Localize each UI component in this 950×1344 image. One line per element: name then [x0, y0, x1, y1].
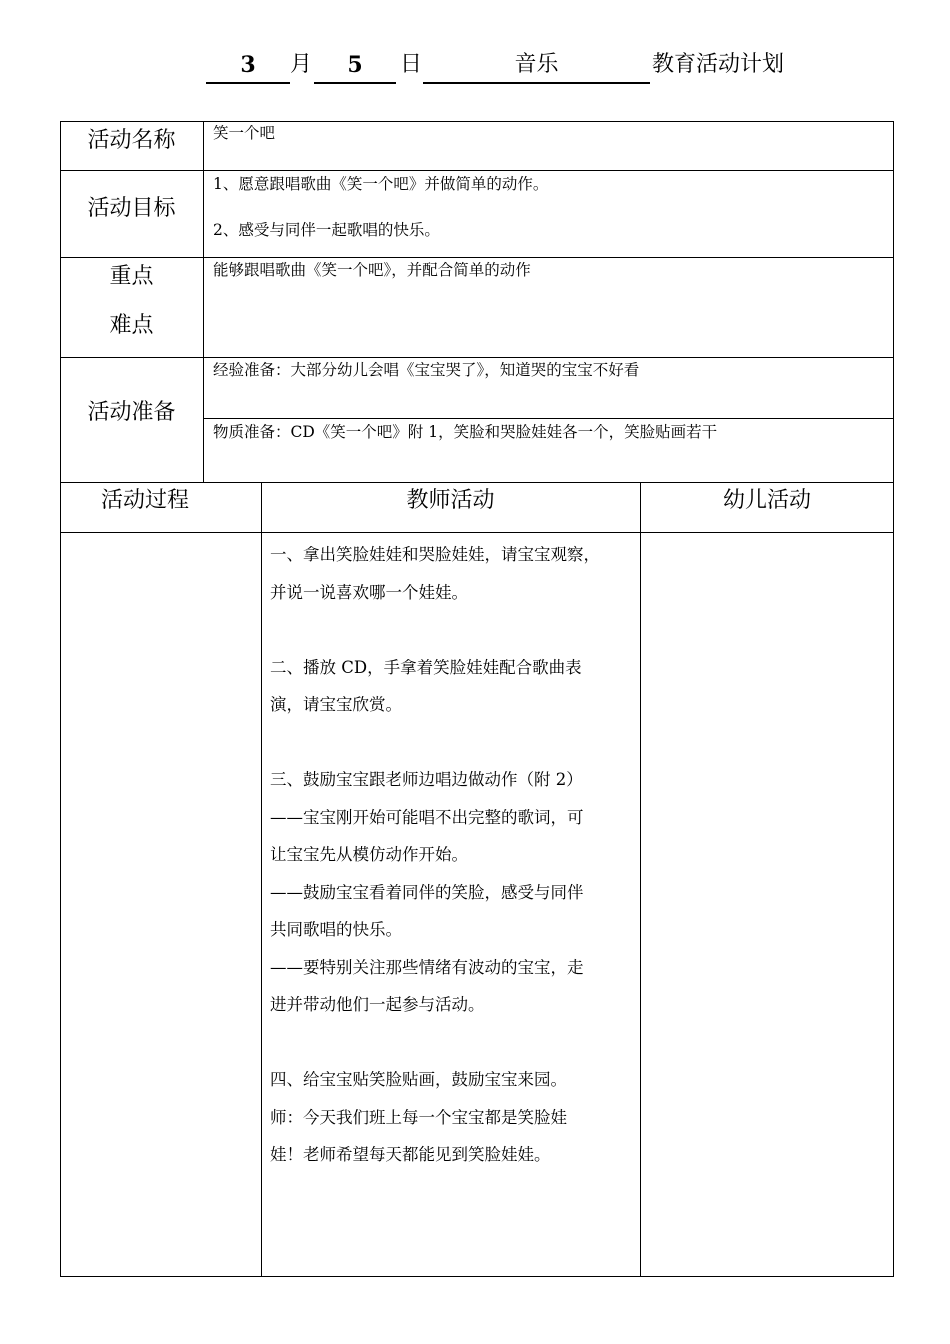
step-line: 娃！老师希望每天都能见到笑脸娃娃。 — [270, 1145, 551, 1164]
key-points-value: 能够跟唱歌曲《笑一个吧》，并配合简单的动作 — [213, 261, 531, 279]
prep-experience: 经验准备：大部分幼儿会唱《宝宝哭了》，知道哭的宝宝不好看 — [213, 361, 640, 379]
row-divider — [60, 357, 894, 358]
day-label: 日 — [400, 52, 423, 77]
goals-label: 活动目标 — [87, 196, 176, 221]
step-line: 并说一说喜欢哪一个娃娃。 — [270, 582, 468, 602]
step-line: 三、鼓励宝宝跟老师边唱边做动作（附 2） — [270, 770, 583, 789]
paragraph-gap — [270, 724, 638, 762]
plan-title-suffix: 教育活动计划 — [652, 52, 785, 77]
month-label: 月 — [290, 52, 313, 77]
step-line: 共同歌唱的快乐。 — [270, 920, 402, 939]
prep-material: 物质准备：CD《笑一个吧》附 1，笑脸和哭脸娃娃各一个，笑脸贴画若干 — [213, 423, 718, 441]
step-line: 师：今天我们班上每一个宝宝都是笑脸娃 — [270, 1107, 567, 1127]
prep-inner-divider — [203, 418, 894, 419]
day-value: 5 — [314, 48, 396, 84]
label-column-divider — [203, 121, 204, 483]
plan-header — [0, 48, 950, 88]
teacher-activity-label: 教师活动 — [406, 488, 495, 513]
step-line: ——宝宝刚开始可能唱不出完整的歌词，可 — [270, 807, 584, 827]
key-points-label: 重点 — [109, 264, 154, 289]
activity-name-label: 活动名称 — [87, 128, 176, 153]
lower-header-divider — [60, 532, 894, 533]
row-divider — [60, 257, 894, 258]
goal-item: 1、愿意跟唱歌曲《笑一个吧》并做简单的动作。 — [213, 175, 549, 193]
paragraph-gap — [270, 611, 638, 649]
child-activity-label: 幼儿活动 — [722, 488, 811, 513]
subject-value: 音乐 — [423, 48, 650, 84]
process-column-divider — [261, 482, 262, 1277]
row-divider — [60, 170, 894, 171]
step-line: 二、播放 CD，手拿着笑脸娃娃配合歌曲表 — [270, 657, 582, 677]
step-line: ——要特别关注那些情绪有波动的宝宝，走 — [270, 957, 584, 977]
paragraph-gap — [270, 1024, 638, 1062]
month-value: 3 — [206, 48, 290, 84]
step-line: 进并带动他们一起参与活动。 — [270, 995, 485, 1014]
activity-name-value: 笑一个吧 — [213, 124, 276, 142]
process-label: 活动过程 — [100, 488, 189, 513]
difficult-points-label: 难点 — [109, 313, 154, 338]
step-line: 演，请宝宝欣赏。 — [270, 695, 402, 714]
teacher-column-divider — [640, 482, 641, 1277]
step-line: ——鼓励宝宝看着同伴的笑脸，感受与同伴 — [270, 882, 584, 902]
goal-item: 2、感受与同伴一起歌唱的快乐。 — [213, 221, 440, 239]
step-line: 一、拿出笑脸娃娃和哭脸娃娃，请宝宝观察， — [270, 545, 600, 564]
step-line: 四、给宝宝贴笑脸贴画，鼓励宝宝来园。 — [270, 1070, 567, 1089]
prep-label: 活动准备 — [87, 400, 176, 425]
step-line: 让宝宝先从模仿动作开始。 — [270, 845, 468, 864]
teacher-activity-content — [270, 536, 638, 1174]
